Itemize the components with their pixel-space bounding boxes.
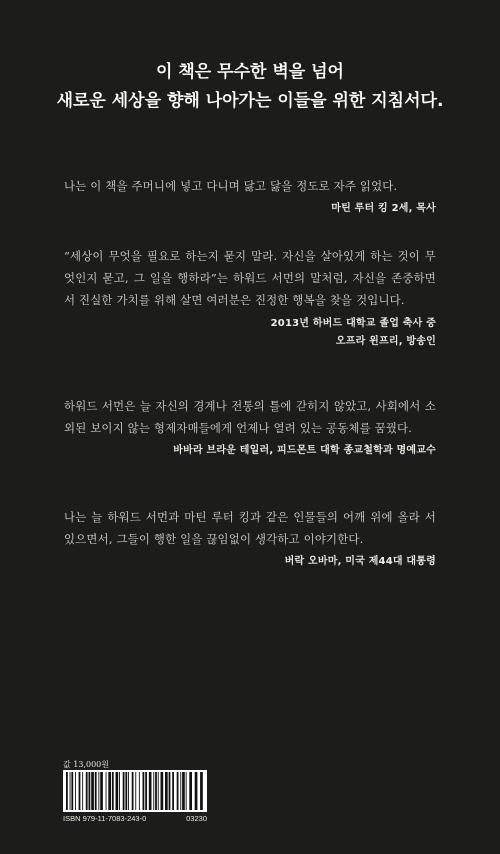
headline xyxy=(0,58,500,116)
isbn-row xyxy=(63,814,207,823)
barcode-bar xyxy=(116,772,119,810)
endorsement-quote xyxy=(64,245,436,351)
quote-text: 나는 이 책을 주머니에 넣고 다니며 닳고 닳을 정도로 자주 읽었다. xyxy=(64,179,398,193)
barcode-bar xyxy=(200,772,203,810)
barcode-bar xyxy=(119,772,120,810)
isbn-addon-code: 03230 xyxy=(186,814,207,823)
barcode-bar xyxy=(82,772,83,810)
endorsement-quote xyxy=(64,395,436,460)
barcode-bar xyxy=(149,772,152,810)
barcode xyxy=(63,770,207,812)
quote-text: “세상이 무엇을 필요로 하는지 묻지 말라. 자신을 살아있게 하는 것이 무엇인지 묻고, 그 일을 행하라”는 하워드 서먼의 말처럼, 자신을 존중하면서 진실한 가치를 위해 살면 여러분은 진정한 행복을 찾을 것입니다. xyxy=(64,249,436,307)
barcode-bar xyxy=(161,772,164,810)
barcode-bar xyxy=(177,772,179,810)
quote-text: 나는 늘 하워드 서먼과 마틴 루터 킹과 같은 인물들의 어깨 위에 올라 서 있으면서, 그들이 행한 일을 끊임없이 생각하고 이야기한다. xyxy=(64,510,436,546)
barcode-bar xyxy=(186,772,187,810)
barcode-bar xyxy=(195,772,198,810)
barcode-bar xyxy=(180,772,181,810)
barcode-graphic xyxy=(63,770,207,812)
barcode-bar xyxy=(135,772,136,810)
barcode-bar xyxy=(165,772,168,810)
barcode-bar xyxy=(123,772,125,810)
barcode-bar xyxy=(86,772,88,810)
barcode-bar xyxy=(98,772,99,810)
endorsement-quote xyxy=(64,175,436,218)
barcode-bar xyxy=(108,772,111,810)
isbn-number: ISBN 979-11-7083-243-0 xyxy=(63,814,147,823)
barcode-bar xyxy=(91,772,94,810)
barcode-bar xyxy=(143,772,145,810)
barcode-bar xyxy=(153,772,154,810)
barcode-bar xyxy=(112,772,114,810)
barcode-bar xyxy=(169,772,171,810)
barcode-bar xyxy=(100,772,103,810)
barcode-bar xyxy=(128,772,129,810)
headline-line-2: 새로운 세상을 향해 나아가는 이들을 위한 지침서다. xyxy=(56,91,444,111)
quote-attribution-event: 2013년 하버드 대학교 졸업 축사 중 xyxy=(270,318,436,329)
price-label: 값 13,000원 xyxy=(63,760,109,769)
barcode-bar xyxy=(79,772,81,810)
barcode-bar xyxy=(89,772,91,810)
barcode-bar xyxy=(155,772,157,810)
headline-line-1: 이 책은 무수한 벽을 넘어 xyxy=(156,62,344,82)
barcode-bar xyxy=(125,772,127,810)
barcode-bar xyxy=(106,772,107,810)
barcode-bar xyxy=(95,772,97,810)
barcode-bar xyxy=(145,772,147,810)
quote-attribution: 버락 오바마, 미국 제44대 대통령 xyxy=(284,556,436,567)
barcode-bar xyxy=(71,772,73,810)
quote-attribution: 바바라 브라운 테일러, 피드몬트 대학 종교철학과 명예교수 xyxy=(173,445,436,456)
barcode-bar xyxy=(172,772,174,810)
quote-attribution: 마틴 루터 킹 2세, 목사 xyxy=(331,203,436,214)
quote-text: 하워드 서먼은 늘 자신의 경계나 전통의 틀에 갇히지 않았고, 사회에서 소외된 보이지 않는 형제자매들에게 언제나 열려 있는 공동체를 꿈꿨다. xyxy=(64,399,436,435)
barcode-bar xyxy=(158,772,159,810)
barcode-bar xyxy=(139,772,140,810)
endorsement-quote xyxy=(64,506,436,571)
barcode-bar xyxy=(182,772,185,810)
barcode-bar xyxy=(70,772,71,810)
barcode-bar xyxy=(189,772,192,810)
barcode-bar xyxy=(75,772,76,810)
quote-attribution: 오프라 윈프리, 방송인 xyxy=(335,336,436,347)
barcode-bar xyxy=(132,772,134,810)
barcode-bar xyxy=(66,772,68,810)
